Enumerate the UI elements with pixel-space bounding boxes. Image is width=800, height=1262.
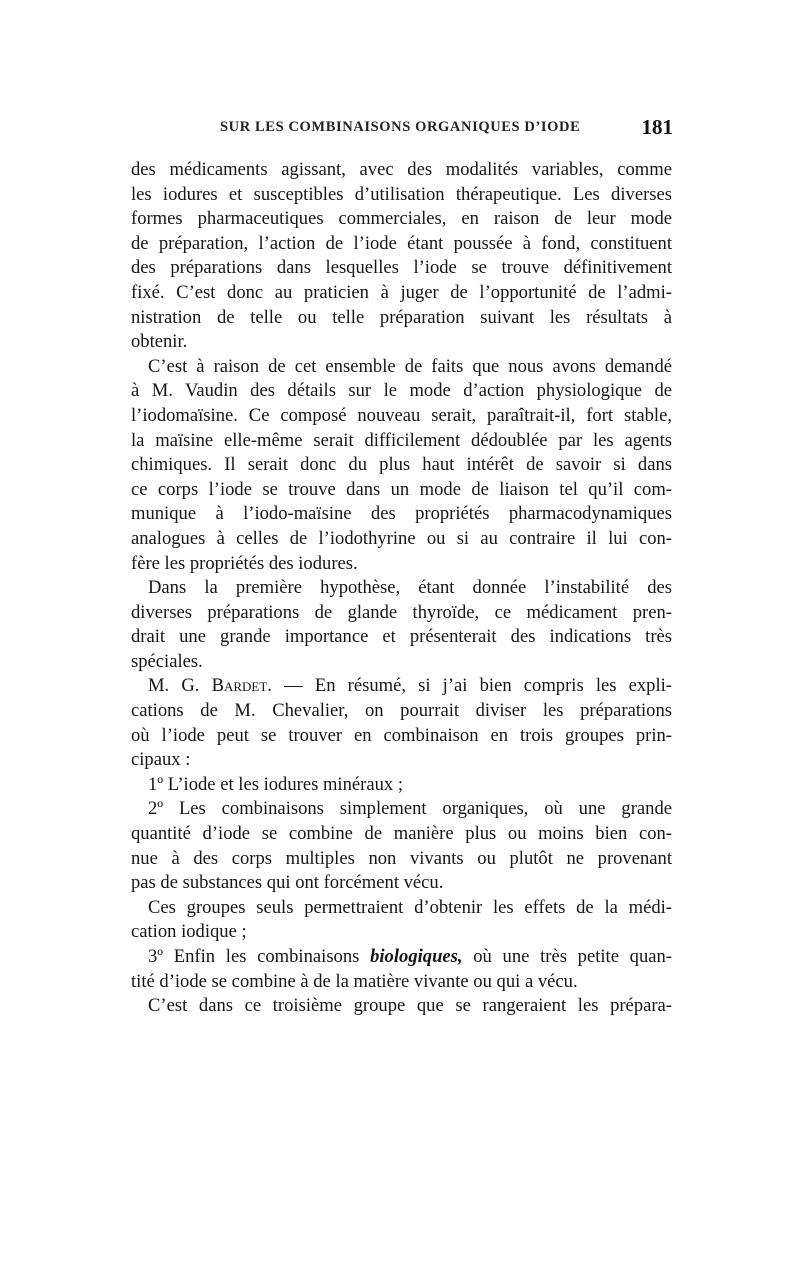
text-line: 2º Les combinaisons simplement organiques, où une grande bbox=[148, 798, 672, 820]
running-title: SUR LES COMBINAISONS ORGANIQUES D’IODE bbox=[220, 119, 581, 135]
text-line: diverses préparations de glande thyroïde, ce médicament pren- bbox=[131, 601, 672, 623]
text-line: Dans la première hypothèse, étant donnée l’instabilité des bbox=[148, 577, 672, 599]
line-prefix: 3º Enfin les combinaisons bbox=[148, 946, 371, 967]
italic-term: biologiques, bbox=[370, 946, 463, 967]
text-line: obtenir. bbox=[131, 331, 188, 353]
line-suffix: où une très petite quan- bbox=[462, 946, 672, 967]
text-line: l’iodomaïsine. Ce composé nouveau serait, paraîtrait-il, fort stable, bbox=[131, 404, 672, 426]
text-line: cations de M. Chevalier, on pourrait diviser les préparations bbox=[131, 700, 672, 722]
text-line: les iodures et susceptibles d’utilisation thérapeutique. Les diverses bbox=[131, 183, 672, 205]
text-line: nue à des corps multiples non vivants ou plutôt ne provenant bbox=[131, 847, 672, 869]
text-line: formes pharmaceutiques commerciales, en raison de leur mode bbox=[131, 208, 672, 230]
speaker-text: — En résumé, si j’ai bien compris les expli- bbox=[271, 675, 672, 697]
text-line: C’est dans ce troisième groupe que se rangeraient les prépara- bbox=[148, 995, 672, 1017]
text-line: cipaux : bbox=[131, 749, 191, 771]
text-line: chimiques. Il serait donc du plus haut intérêt de savoir si dans bbox=[131, 454, 672, 476]
text-line: tité d’iode se combine à de la matière vivante ou qui a vécu. bbox=[131, 970, 578, 992]
text-line: où l’iode peut se trouver en combinaison en trois groupes prin- bbox=[131, 724, 672, 746]
text-line: fixé. C’est donc au praticien à juger de l’opportunité de l’admi- bbox=[131, 281, 672, 303]
text-line: munique à l’iodo-maïsine des propriétés pharmacodynamiques bbox=[131, 503, 672, 525]
text-line: pas de substances qui ont forcément vécu. bbox=[131, 872, 444, 894]
page-number: 181 bbox=[641, 115, 673, 139]
speaker-prefix: M. G. bbox=[148, 675, 212, 697]
text-line: de préparation, l’action de l’iode étant poussée à fond, constituent bbox=[131, 232, 672, 254]
text-line-emphasis bbox=[131, 945, 672, 970]
text-line: fère les propriétés des iodures. bbox=[131, 552, 358, 574]
text-line: spéciales. bbox=[131, 650, 203, 672]
text-line: à M. Vaudin des détails sur le mode d’action physiologique de bbox=[131, 380, 672, 402]
text-line: 1º L’iode et les iodures minéraux ; bbox=[148, 773, 404, 795]
text-line: ce corps l’iode se trouve dans un mode de liaison tel qu’il com- bbox=[131, 478, 672, 500]
text-line: des médicaments agissant, avec des modalités variables, comme bbox=[131, 159, 672, 180]
text-line: analogues à celles de l’iodothyrine ou si au contraire il lui con- bbox=[131, 527, 672, 549]
body-text bbox=[131, 158, 672, 1019]
speaker-name: Bardet. bbox=[211, 675, 272, 697]
text-line: la maïsine elle-même serait difficilement dédoublée par les agents bbox=[131, 429, 672, 451]
running-header bbox=[130, 115, 673, 141]
text-line-speaker bbox=[131, 674, 672, 699]
text-line: cation iodique ; bbox=[131, 921, 247, 943]
text-line: Ces groupes seuls permettraient d’obtenir les effets de la médi- bbox=[148, 896, 672, 918]
text-line: nistration de telle ou telle préparation suivant les résultats à bbox=[131, 306, 672, 328]
text-line: C’est à raison de cet ensemble de faits que nous avons demandé bbox=[148, 355, 672, 377]
text-line: des préparations dans lesquelles l’iode se trouve définitivement bbox=[131, 257, 672, 279]
text-line: quantité d’iode se combine de manière plus ou moins bien con- bbox=[131, 823, 672, 845]
text-line: drait une grande importance et présenterait des indications très bbox=[131, 626, 672, 648]
